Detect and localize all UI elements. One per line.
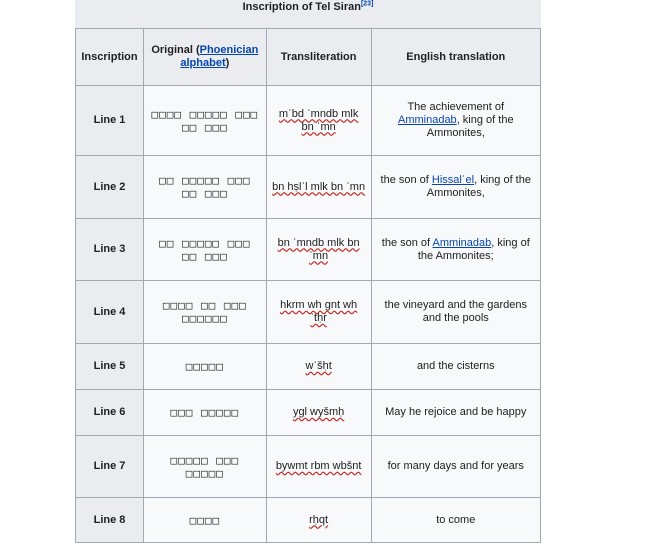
header-inscription: Inscription [76,29,144,86]
translation-pre: the son of [380,174,432,186]
translation-text: to come [371,498,540,543]
line-label: Line 7 [76,436,144,498]
line-label: Line 5 [76,344,144,390]
table-row [76,498,541,543]
translation-text [371,219,540,281]
translation-text: May he rejoice and be happy [371,390,540,436]
amminadab-link[interactable]: Amminadab [397,114,457,126]
transliteration-text [266,156,371,219]
translation-text: the vineyard and the gardens and the pools [371,281,540,344]
transliteration-value: wʾšḥt [305,360,332,372]
transliteration-text [266,219,371,281]
original-text: □□□□ □□□□□ □□□ □□ □□□ [143,86,266,156]
transliteration-value: hkrm wh gnt wh ʾtḥr [280,299,358,324]
original-text: □□□□□ □□□ □□□□□ [143,436,266,498]
line-label: Line 8 [76,498,144,543]
header-original-suffix: ) [225,57,230,69]
header-row [76,29,541,86]
line-label: Line 3 [76,219,144,281]
original-text: □□ □□□□□ □□□ □□ □□□ [143,156,266,219]
header-original [143,29,266,86]
transliteration-text [266,390,371,436]
transliteration-value: bn ʿmndb mlk bn ʿmn [277,236,360,262]
amminadab-link[interactable]: Amminadab [432,236,492,249]
table-caption [75,0,541,28]
translation-pre: The achievement of [407,101,505,113]
translation-pre: the son of [381,236,433,249]
table-row [76,219,541,281]
table-row [76,344,541,390]
transliteration-value: bn hṣlʾl mlk bn ʿmn [272,180,366,193]
table-row [76,436,541,498]
original-text: □□ □□□□□ □□□ □□ □□□ [143,219,266,281]
header-transliteration: Transliteration [266,29,371,86]
original-text: □□□ □□□□□ [143,390,266,436]
transliteration-text [266,281,371,344]
translation-post: , king of the Ammonites, [426,114,514,139]
table-row [76,281,541,344]
transliteration-value: bywmt rbm wbšnt [275,460,362,472]
line-label: Line 2 [76,156,144,219]
line-label: Line 4 [76,281,144,344]
table-row [76,86,541,156]
translation-text: and the cisterns [371,344,540,390]
line-label: Line 6 [76,390,144,436]
original-text: □□□□ [143,498,266,543]
original-text: □□□□ □□ □□□ □□□□□□ [143,281,266,344]
transliteration-value: ygl wyšmḥ [292,406,345,418]
inscription-table [75,0,541,543]
translation-post: , king of the Ammonites; [417,236,530,262]
hissalel-link[interactable]: Hissalʾel [431,174,475,186]
table-row [76,156,541,219]
caption-reference-link[interactable]: [23] [360,0,374,8]
header-original-prefix: Original ( [151,44,200,56]
phoenician-alphabet-link[interactable]: Phoenician alphabet [180,44,259,69]
transliteration-text [266,498,371,543]
transliteration-value: mʿbd ʿmndb mlk bn ʿmn [278,107,359,133]
translation-text [371,156,540,219]
original-text: □□□□□ [143,344,266,390]
line-label: Line 1 [76,86,144,156]
translation-text: for many days and for years [371,436,540,498]
table-row [76,390,541,436]
transliteration-value: rḥqt [309,513,329,526]
transliteration-text [266,86,371,156]
header-translation: English translation [371,29,540,86]
translation-text [371,86,540,156]
caption-title: Inscription of Tel Siran [242,1,361,13]
translation-post: , king of the Ammonites, [426,174,531,199]
inscription-table-wrapper [75,0,541,543]
transliteration-text [266,344,371,390]
transliteration-text [266,436,371,498]
